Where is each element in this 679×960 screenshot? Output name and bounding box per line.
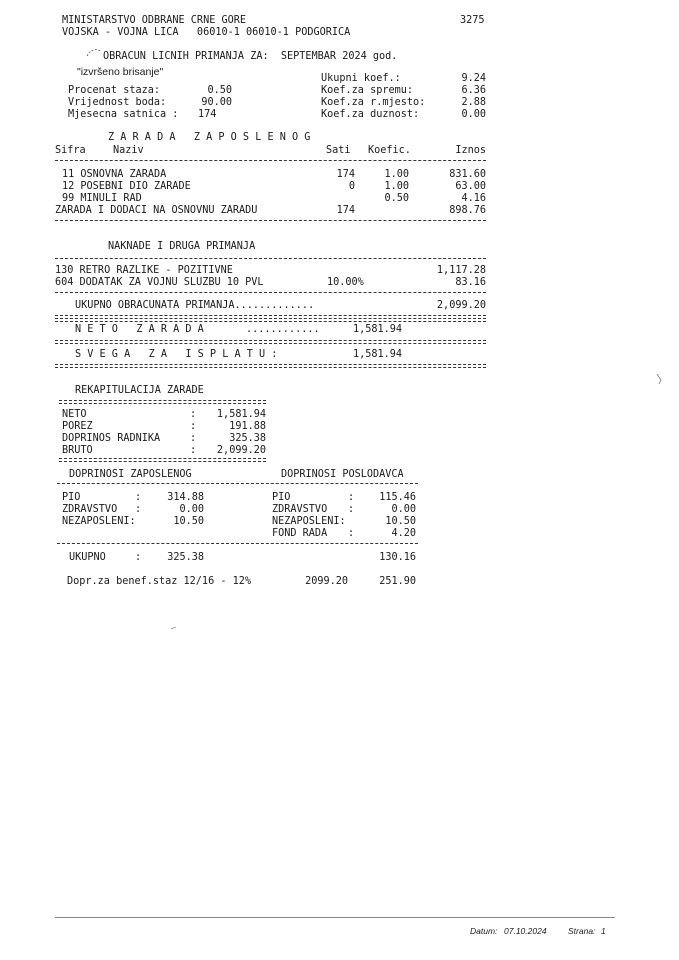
scan-speck-icon <box>655 372 667 386</box>
recap-row-label: BRUTO <box>62 445 93 456</box>
divider <box>57 543 418 544</box>
param-value: 174 <box>198 109 217 120</box>
total-payout-amount: 1,581.94 <box>353 349 403 360</box>
earning-row-amount: 4.16 <box>461 193 486 204</box>
earnings-total-amount: 898.76 <box>449 205 486 216</box>
divider <box>55 315 486 316</box>
org-unit: VOJSKA - VOJNA LICA 06010-1 06010-1 PODGORICA <box>62 27 351 38</box>
earning-row-hours: 0 <box>348 181 355 192</box>
double-divider <box>59 400 266 404</box>
earning-row-label: 12 POSEBNI DIO ZARADE <box>62 181 191 192</box>
net-salary-amount: 1,581.94 <box>353 324 403 335</box>
total-earned-amount: 2,099.20 <box>436 300 486 311</box>
contribution-colon: : <box>135 552 142 563</box>
benefit-contribution-amount: 251.90 <box>379 576 416 587</box>
total-earned-label: UKUPNO OBRACUNATA PRIMANJA............. <box>75 300 315 311</box>
net-salary-label: N E T O Z A R A D A <box>75 324 204 335</box>
employer-contributions-title: DOPRINOSI POSLODAVCA <box>281 469 404 480</box>
earning-row-label: 99 MINULI RAD <box>62 193 142 204</box>
earning-row-amount: 831.60 <box>449 169 486 180</box>
earning-row-coef: 1.00 <box>384 169 409 180</box>
param-label: Koef.za r.mjesto: <box>321 97 426 108</box>
recap-colon: : <box>190 445 197 456</box>
allowance-row-amount: 1,117.28 <box>436 265 486 276</box>
footer-date: 07.10.2024 <box>504 926 547 936</box>
divider <box>55 292 486 293</box>
divider <box>55 220 486 221</box>
employer-contribution-label: PIO <box>272 492 291 503</box>
recap-row-value: 1,581.94 <box>216 409 266 420</box>
section-title-earnings: Z A R A D A Z A P O S L E N O G <box>108 132 311 143</box>
param-label: Procenat staza: <box>68 85 161 96</box>
param-value: 9.24 <box>461 73 486 84</box>
divider <box>55 258 486 259</box>
double-divider <box>59 458 266 462</box>
contribution-colon: : <box>348 492 355 503</box>
double-divider <box>55 364 486 368</box>
divider <box>57 483 418 484</box>
employee-contribution-label: PIO <box>62 492 81 503</box>
recap-title: REKAPITULACIJA ZARADE <box>75 385 204 396</box>
recap-row-value: 325.38 <box>229 433 266 444</box>
benefit-contribution-base: 2099.20 <box>305 576 348 587</box>
recap-row-label: POREZ <box>62 421 93 432</box>
column-header-name: Naziv <box>113 145 144 156</box>
param-label: Koef.za spremu: <box>321 85 414 96</box>
param-label: Ukupni koef.: <box>321 73 401 84</box>
recap-colon: : <box>190 409 197 420</box>
footer-page-label: Strana: <box>568 926 596 936</box>
employer-contribution-label: NEZAPOSLENI: <box>272 516 346 527</box>
param-value: 0.50 <box>207 85 232 96</box>
column-header-coef: Koefic. <box>368 145 411 156</box>
allowance-row-label: 604 DODATAK ZA VOJNU SLUZBU 10 PVL <box>55 277 264 288</box>
earning-row-coef: 0.50 <box>384 193 409 204</box>
double-divider <box>55 318 486 322</box>
allowance-row-percent: 10.00% <box>327 277 364 288</box>
employer-contribution-value: 10.50 <box>385 516 416 527</box>
earning-row-hours: 174 <box>336 169 355 180</box>
contribution-colon: : <box>348 504 355 515</box>
param-label: Koef.za duznost: <box>321 109 420 120</box>
employee-total-value: 325.38 <box>167 552 204 563</box>
allowance-row-amount: 83.16 <box>455 277 486 288</box>
contribution-colon: : <box>135 492 142 503</box>
param-value: 90.00 <box>201 97 232 108</box>
employer-contribution-label: FOND RADA <box>272 528 328 539</box>
benefit-contribution-label: Dopr.za benef.staz 12/16 - 12% <box>67 576 252 587</box>
employee-contribution-value: 10.50 <box>173 516 204 527</box>
earning-row-amount: 63.00 <box>455 181 486 192</box>
scan-speck-icon <box>170 625 178 631</box>
contribution-colon: : <box>135 504 142 515</box>
divider <box>55 160 486 161</box>
param-value: 0.00 <box>461 109 486 120</box>
param-value: 2.88 <box>461 97 486 108</box>
total-payout-label: S V E G A Z A I S P L A T U : <box>75 349 278 360</box>
employee-contribution-value: 0.00 <box>179 504 204 515</box>
column-header-code: Sifra <box>55 145 86 156</box>
employer-contribution-value: 0.00 <box>391 504 416 515</box>
earning-row-label: 11 OSNOVNA ZARADA <box>62 169 167 180</box>
recap-colon: : <box>190 433 197 444</box>
earnings-total-label: ZARADA I DODACI NA OSNOVNU ZARADU <box>55 205 258 216</box>
double-divider <box>55 340 486 344</box>
employer-contribution-value: 4.20 <box>391 528 416 539</box>
employee-contributions-title: DOPRINOSI ZAPOSLENOG <box>69 469 192 480</box>
recap-row-label: DOPRINOS RADNIKA <box>62 433 161 444</box>
recap-row-value: 191.88 <box>229 421 266 432</box>
footer-rule <box>55 917 615 918</box>
recap-row-label: NETO <box>62 409 87 420</box>
footer-page-number: 1 <box>601 926 606 936</box>
section-title-allowances: NAKNADE I DRUGA PRIMANJA <box>108 241 256 252</box>
param-label: Vrijednost boda: <box>68 97 167 108</box>
pen-mark-icon <box>85 46 105 60</box>
employee-contribution-value: 314.88 <box>167 492 204 503</box>
document-title: OBRACUN LICNIH PRIMANJA ZA: SEPTEMBAR 2024 god. <box>103 51 398 62</box>
allowance-row-label: 130 RETRO RAZLIKE - POZITIVNE <box>55 265 233 276</box>
employee-contribution-label: ZDRAVSTVO <box>62 504 118 515</box>
param-label: Mjesecna satnica : <box>68 109 179 120</box>
employer-total-value: 130.16 <box>379 552 416 563</box>
employer-contribution-value: 115.46 <box>379 492 416 503</box>
document-number: 3275 <box>460 15 485 26</box>
org-name: MINISTARSTVO ODBRANE CRNE GORE <box>62 15 247 26</box>
employee-contribution-label: NEZAPOSLENI: <box>62 516 136 527</box>
recap-row-value: 2,099.20 <box>216 445 266 456</box>
column-header-hours: Sati <box>326 145 351 156</box>
footer-date-label: Datum: <box>470 926 498 936</box>
employer-contribution-label: ZDRAVSTVO <box>272 504 328 515</box>
employee-total-label: UKUPNO <box>69 552 106 563</box>
handwritten-note: "izvršeno brisanje" <box>77 66 164 78</box>
earning-row-coef: 1.00 <box>384 181 409 192</box>
contribution-colon: : <box>348 528 355 539</box>
earnings-total-hours: 174 <box>336 205 355 216</box>
net-salary-dots: ............ <box>246 324 320 335</box>
recap-colon: : <box>190 421 197 432</box>
column-header-amount: Iznos <box>455 145 486 156</box>
param-value: 6.36 <box>461 85 486 96</box>
